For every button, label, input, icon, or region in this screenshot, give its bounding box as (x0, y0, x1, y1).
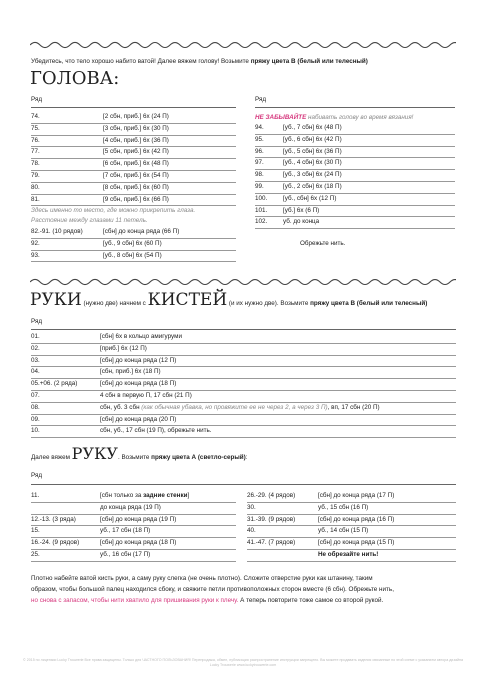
footer-copyright: © 2015 по лицензии Lucky Trouwerie Все права защищены. Только для ЧАСТНОГО ПОЛЬЗОВАНИЯ! Перепродажа, обмен, публикация распространение инструкции запрещено. Вы можете продавать изделия связанные по этой схеме с указанием автора дизайна Lucky Trouwerie www.luckytrouwerie.com (23, 658, 463, 667)
row-divider (31, 123, 236, 124)
row-divider (255, 205, 455, 206)
closing-line-2: образом, чтобы большой палец находился сбоку, и свяжите петли противоположных сторон вместе (6 сбн). Обрежьте нить, (31, 586, 394, 593)
row-number: 93. (31, 251, 40, 259)
row-divider (31, 261, 236, 262)
row-instruction (100, 345, 147, 353)
row-instruction (100, 551, 150, 559)
row-instruction-text: сбн, уб., 17 сбн (19 П), обрежьте нить. (100, 427, 212, 435)
row-divider (31, 378, 456, 379)
row-instruction-text: [приб.] 6х (12 П) (100, 344, 147, 352)
row-instruction (318, 516, 394, 524)
row-instruction (100, 333, 182, 341)
row-number: 05.+06. (2 ряда) (31, 380, 78, 388)
row-instruction-text: [уб., 4 сбн] 6х (30 П) (283, 159, 342, 167)
row-divider (31, 355, 456, 356)
row-instruction (318, 492, 394, 500)
row-instruction-text: [уб., 7 сбн] 6х (48 П) (283, 124, 342, 131)
row-divider (247, 561, 456, 562)
head-cut-note: Обрежьте нить. (300, 240, 346, 247)
row-number: 97. (255, 159, 264, 167)
row-instruction-text: [9 сбн, приб.] 6х (66 П) (103, 195, 169, 203)
row-number: 92. (31, 239, 40, 247)
row-number: 77. (31, 148, 40, 156)
row-instruction (318, 504, 368, 512)
row-instruction (283, 159, 342, 167)
row-divider (255, 134, 455, 135)
row-instruction (103, 125, 169, 133)
row-number: 94. (255, 124, 264, 131)
head-note-eyes: Здесь именно то место, где можно прикрепить глаза. (31, 207, 196, 214)
row-divider (255, 193, 455, 194)
row-instruction-text: [4 сбн, приб.] 6х (36 П) (103, 136, 169, 144)
row-instruction-text: уб. до конца (283, 218, 320, 226)
head-col-header-left: Ряд (31, 96, 43, 103)
row-instruction (100, 516, 176, 524)
row-divider (31, 182, 236, 183)
row-instruction-text: [сбн, приб.] 6х (18 П) (100, 368, 161, 376)
row-instruction (103, 113, 169, 121)
row-instruction (103, 137, 169, 145)
row-number: 04. (31, 368, 40, 376)
row-instruction (100, 527, 150, 535)
closing-line-1: Плотно набейте ватой кисть руки, а саму руку слегка (не очень плотно). Сложите отверстие руки как штанину, таким (31, 575, 373, 582)
row-instruction (103, 228, 179, 236)
row-instruction-text: [сбн] до конца ряда (18 П) (100, 539, 177, 547)
row-divider (31, 390, 456, 391)
row-number: 76. (31, 136, 40, 144)
row-instruction (283, 136, 342, 144)
row-instruction (318, 539, 394, 547)
closing-line-3: но снова с запасом, чтобы нити хватило для пришивания руки к плечу. А теперь повторите тоже самое со второй рукой. (31, 597, 384, 604)
row-number: 74. (31, 113, 40, 120)
row-instruction (318, 551, 378, 559)
row-number: 79. (31, 172, 40, 179)
row-instruction (283, 183, 342, 191)
row-number: 102. (255, 218, 268, 226)
row-instruction-text: [сбн] до конца ряда (18 П) (100, 380, 177, 388)
row-number: 11. (31, 492, 40, 499)
row-number: 81. (31, 195, 40, 203)
row-instruction-text: [2 сбн, приб.] 6х (24 П) (103, 113, 169, 120)
row-instruction-text: [7 сбн, приб.] 6х (54 П) (103, 172, 169, 179)
row-instruction-text: Не обрезайте нить! (318, 551, 379, 558)
row-instruction-text: [сбн] до конца ряда (16 П) (318, 515, 395, 523)
row-number: 12.-13. (3 ряда) (31, 515, 76, 523)
row-instruction (103, 160, 169, 168)
row-instruction-text: [сбн только за (100, 492, 144, 499)
row-divider (255, 228, 455, 229)
row-instruction-bold: задние стенки (143, 492, 188, 499)
row-instruction-text: [сбн] до конца ряда (15 П) (318, 539, 395, 547)
row-instruction-text: [уб., сбн] 6х (12 П) (283, 194, 337, 202)
row-number: 99. (255, 183, 264, 190)
row-instruction (100, 368, 161, 376)
row-instruction-text: до конца ряда (19 П) (100, 503, 161, 511)
row-instruction (100, 404, 380, 412)
row-instruction-text: [сбн] 6х в кольцо амигуруми (100, 333, 182, 340)
row-number: 95. (255, 135, 264, 143)
row-divider (247, 514, 456, 515)
row-number: 07. (31, 392, 40, 399)
row-instruction-text: [сбн] до конца ряда (12 П) (100, 356, 177, 364)
row-instruction-text: [уб., 5 сбн] 6х (36 П) (283, 147, 342, 155)
row-instruction-tail: ] (187, 492, 190, 499)
row-divider (247, 502, 456, 503)
row-number: 82.-91. (10 рядов) (31, 228, 83, 235)
row-instruction (283, 207, 319, 215)
row-divider (31, 250, 236, 251)
row-instruction (318, 527, 368, 535)
arm-col-header: Ряд (31, 472, 43, 479)
row-divider (31, 366, 456, 367)
row-instruction-text: [сбн] до конца ряда (19 П) (100, 515, 177, 523)
row-instruction (100, 380, 176, 388)
row-number: 30. (247, 503, 256, 511)
row-number: 25. (31, 551, 40, 558)
head-rule-left (31, 107, 236, 108)
row-instruction-text: [уб., 2 сбн] 6х (18 П) (283, 183, 342, 190)
hands-rule (31, 329, 456, 330)
row-number: 02. (31, 344, 40, 352)
row-instruction-text: [сбн] до конца ряда (66 П) (103, 228, 180, 235)
head-col-header-right: Ряд (255, 96, 267, 103)
row-instruction-text: сбн, уб. 3 сбн (100, 403, 142, 411)
row-divider (31, 561, 236, 562)
row-divider (31, 437, 456, 438)
row-instruction (103, 196, 169, 204)
row-divider (31, 514, 236, 515)
row-instruction-text: [уб., 6 сбн] 6х (42 П) (283, 135, 342, 143)
row-number: 15. (31, 527, 40, 535)
row-instruction (103, 148, 169, 156)
row-number: 96. (255, 147, 264, 155)
row-instruction (100, 504, 161, 512)
intro-text: Убедитесь, что тело хорошо набито ватой! Далее вяжем голову! Возьмите пряжу цвета В (белый или телесный) (31, 58, 368, 65)
row-divider (255, 146, 455, 147)
row-divider (31, 549, 236, 550)
row-instruction-text: уб., 16 сбн (17 П) (100, 551, 151, 558)
row-instruction (100, 416, 176, 424)
row-divider (31, 343, 456, 344)
row-number: 98. (255, 171, 264, 179)
row-divider (31, 402, 456, 403)
head-reminder: НЕ ЗАБЫВАЙТЕ набивать голову во время вязания! (255, 114, 414, 121)
row-divider (31, 135, 236, 136)
wavy-divider (30, 40, 456, 50)
row-instruction-text: [6 сбн, приб.] 6х (48 П) (103, 160, 169, 168)
row-instruction (103, 184, 169, 192)
head-note-distance: Расстояние между глазами 11 петель. (31, 217, 148, 224)
row-instruction-tail: , вп, 17 сбн (20 П) (327, 403, 380, 411)
row-number: 01. (31, 333, 40, 340)
row-instruction-text: [сбн] до конца ряда (20 П) (100, 415, 177, 423)
row-divider (31, 170, 236, 171)
row-instruction-text: уб., 15 сбн (16 П) (318, 503, 369, 511)
head-title: ГОЛОВА: (30, 68, 120, 89)
row-number: 26.-29. (4 рядов) (247, 492, 296, 499)
row-divider (31, 502, 236, 503)
row-divider (31, 425, 456, 426)
row-instruction (283, 124, 342, 132)
row-number: 31.-39. (9 рядов) (247, 515, 296, 523)
row-number: 41.-47. (7 рядов) (247, 539, 296, 547)
arm-rule (31, 484, 456, 485)
row-number: 16.-24. (9 рядов) (31, 539, 80, 547)
row-number: 75. (31, 124, 40, 132)
row-number: 08. (31, 403, 40, 411)
row-divider (247, 549, 456, 550)
row-instruction-text: 4 сбн в первую П, 17 сбн (21 П) (100, 392, 192, 399)
row-instruction (100, 427, 212, 435)
row-instruction (283, 148, 342, 156)
row-instruction (103, 240, 162, 248)
head-rule-right (255, 107, 455, 108)
row-instruction-text: [сбн] до конца ряда (17 П) (318, 492, 395, 499)
row-instruction (100, 492, 189, 500)
row-instruction-text: [8 сбн, приб.] 6х (60 П) (103, 183, 169, 191)
row-number: 40. (247, 527, 256, 535)
row-instruction (100, 357, 176, 365)
row-instruction-text: уб., 14 сбн (15 П) (318, 527, 369, 535)
row-number: 09. (31, 415, 40, 423)
row-instruction (103, 252, 162, 260)
row-number: 78. (31, 160, 40, 168)
row-instruction-text: [уб.] 6х (6 П) (283, 206, 320, 214)
row-number: 03. (31, 356, 40, 364)
wavy-divider-2 (30, 277, 456, 287)
row-divider (255, 181, 455, 182)
row-instruction-text: [уб., 8 сбн] 6х (54 П) (103, 251, 162, 259)
hands-col-header: Ряд (31, 318, 43, 325)
row-number: 80. (31, 183, 40, 191)
row-number: 101. (255, 206, 268, 214)
row-instruction (283, 195, 336, 203)
row-instruction (283, 218, 319, 226)
row-instruction-text: [уб., 3 сбн] 6х (24 П) (283, 171, 342, 179)
row-instruction-text: [3 сбн, приб.] 6х (30 П) (103, 124, 169, 132)
row-divider (31, 414, 456, 415)
row-divider (31, 194, 236, 195)
row-instruction-note: (как обычная убавка, но провяжите ее не через 2, а через 3 П) (141, 403, 328, 411)
hands-title: РУКИ (нужно две) начнем с КИСТЕЙ (и их нужно две). Возьмите пряжу цвета В (белый или телесный) (30, 290, 428, 310)
row-divider (31, 238, 236, 239)
arm-title: Далее вяжем РУКУ. Возьмите пряжу цвета А (светло-серый): (31, 444, 248, 463)
row-instruction-text: [уб., 9 сбн] 6х (60 П) (103, 239, 162, 247)
row-instruction (100, 539, 176, 547)
row-instruction (100, 392, 192, 400)
row-number: 100. (255, 194, 268, 202)
row-instruction (283, 171, 342, 179)
row-instruction-text: [5 сбн, приб.] 6х (42 П) (103, 148, 169, 156)
row-instruction (103, 172, 169, 180)
row-number: 10. (31, 427, 40, 435)
row-instruction-text: уб., 17 сбн (18 П) (100, 527, 151, 535)
